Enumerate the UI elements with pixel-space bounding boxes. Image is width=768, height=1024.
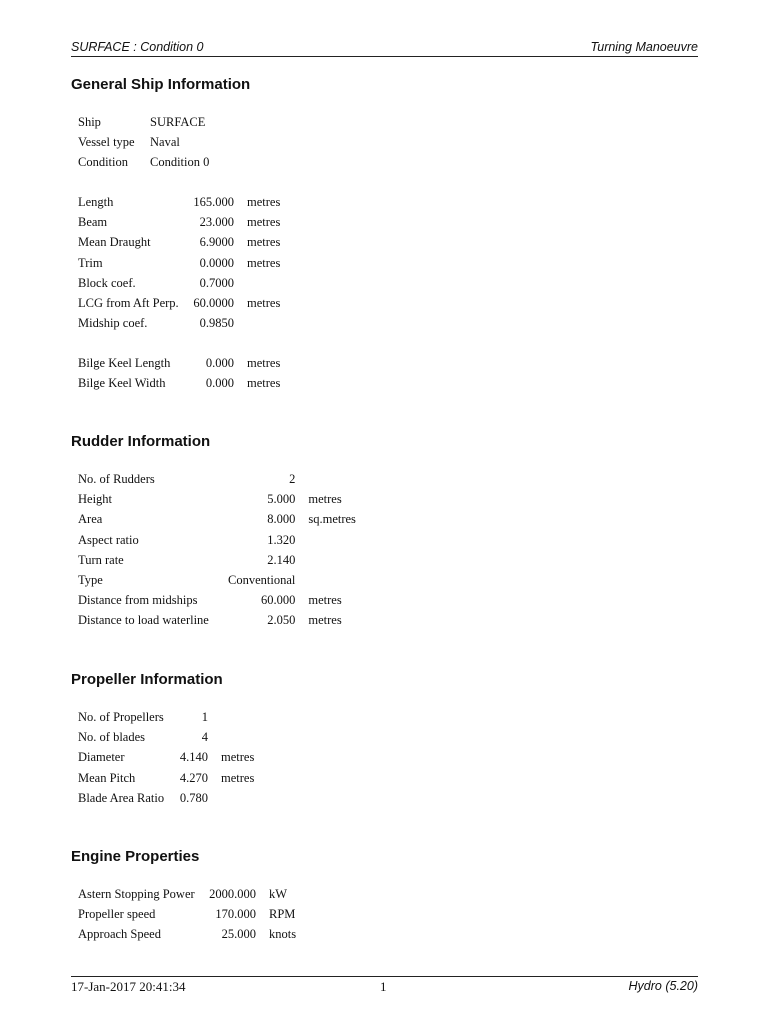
row-label: LCG from Aft Perp. xyxy=(78,296,179,311)
row-value: 2.140 xyxy=(267,552,296,567)
engine-table xyxy=(78,884,296,945)
row-label: Type xyxy=(78,573,103,588)
table-row xyxy=(78,747,254,767)
row-value: 2.050 xyxy=(267,613,296,628)
row-value: 4.140 xyxy=(179,750,208,765)
row-label: Distance from midships xyxy=(78,593,198,608)
page-header xyxy=(71,38,698,57)
row-unit xyxy=(295,550,356,570)
row-value: 6.9000 xyxy=(199,235,234,250)
row-unit: sq.metres xyxy=(308,512,356,527)
table-row xyxy=(78,132,209,152)
general-bilge-table xyxy=(78,353,280,393)
row-value: 8.000 xyxy=(267,512,296,527)
row-value: 1 xyxy=(201,710,208,724)
row-unit: metres xyxy=(247,195,281,209)
row-label: Diameter xyxy=(78,750,125,765)
row-label: No. of blades xyxy=(78,730,145,745)
row-value: 0.000 xyxy=(205,376,234,391)
general-identity-table xyxy=(78,112,209,173)
table-row xyxy=(78,884,296,904)
row-label: Aspect ratio xyxy=(78,532,139,547)
row-value: 4.270 xyxy=(179,770,208,785)
row-value: Naval xyxy=(150,135,180,150)
row-label: Midship coef. xyxy=(78,316,148,331)
row-label: Mean Draught xyxy=(78,235,151,250)
row-value: Conventional xyxy=(228,573,296,588)
row-value: 0.7000 xyxy=(199,275,234,290)
row-label: Beam xyxy=(78,215,108,230)
header-document-title: SURFACE : Condition 0 xyxy=(71,40,204,54)
page-footer xyxy=(71,976,698,997)
row-label: Vessel type xyxy=(78,135,135,150)
row-label: Bilge Keel Length xyxy=(78,356,171,370)
table-row xyxy=(78,313,280,333)
rudder-table xyxy=(78,469,356,631)
table-row xyxy=(78,509,356,529)
row-value: 25.000 xyxy=(221,927,256,942)
row-label: Area xyxy=(78,512,103,527)
table-row xyxy=(78,212,280,232)
table-row xyxy=(78,469,356,489)
row-label: Turn rate xyxy=(78,552,124,567)
table-row xyxy=(78,590,356,610)
row-unit xyxy=(208,707,254,727)
section-title-rudder: Rudder Information xyxy=(71,433,211,450)
section-title-engine: Engine Properties xyxy=(71,848,200,865)
row-value: 2 xyxy=(289,472,296,486)
row-label: Distance to load waterline xyxy=(78,613,209,628)
row-label: Height xyxy=(78,492,113,507)
row-unit: metres xyxy=(247,296,281,311)
table-row xyxy=(78,353,280,373)
row-unit xyxy=(234,273,280,293)
row-label: Approach Speed xyxy=(78,927,161,942)
table-row xyxy=(78,610,356,630)
row-value: 170.000 xyxy=(215,907,256,922)
row-value: 165.000 xyxy=(193,195,234,209)
row-value: 0.780 xyxy=(179,790,208,805)
table-row xyxy=(78,570,356,590)
footer-page-number: 1 xyxy=(380,979,387,994)
row-unit: metres xyxy=(247,356,281,370)
table-row xyxy=(78,489,356,509)
row-unit: kW xyxy=(269,887,288,901)
table-row xyxy=(78,373,280,393)
row-value: 0.000 xyxy=(205,356,234,370)
row-unit: metres xyxy=(221,770,255,785)
table-row xyxy=(78,273,280,293)
header-report-type: Turning Manoeuvre xyxy=(590,40,698,54)
row-value: Condition 0 xyxy=(150,155,210,170)
section-title-general: General Ship Information xyxy=(71,76,251,93)
row-value: 23.000 xyxy=(199,215,234,230)
row-label: Trim xyxy=(78,255,103,270)
table-row xyxy=(78,707,254,727)
row-unit xyxy=(295,530,356,550)
row-unit: metres xyxy=(308,492,342,507)
table-row xyxy=(78,192,280,212)
row-unit: metres xyxy=(247,215,281,230)
row-value: 4 xyxy=(201,730,208,745)
row-unit xyxy=(234,313,280,333)
table-row xyxy=(78,768,254,788)
table-row xyxy=(78,232,280,252)
row-value: 60.000 xyxy=(260,593,296,608)
general-dimensions-table xyxy=(78,192,280,333)
row-unit: metres xyxy=(308,593,342,608)
table-row xyxy=(78,152,209,172)
row-label: Astern Stopping Power xyxy=(78,887,195,901)
footer-timestamp: 17-Jan-2017 20:41:34 xyxy=(71,979,186,994)
table-row xyxy=(78,550,356,570)
row-label: Condition xyxy=(78,155,129,170)
row-value: SURFACE xyxy=(150,115,206,129)
table-row xyxy=(78,727,254,747)
row-unit xyxy=(208,788,254,808)
row-label: Block coef. xyxy=(78,275,136,290)
row-label: Ship xyxy=(78,115,101,129)
row-value: 2000.000 xyxy=(209,887,256,901)
row-unit: knots xyxy=(269,927,297,942)
table-row xyxy=(78,293,280,313)
row-unit xyxy=(295,469,356,489)
row-label: Bilge Keel Width xyxy=(78,376,166,391)
propeller-table xyxy=(78,707,254,808)
table-row xyxy=(78,112,209,132)
table-row xyxy=(78,253,280,273)
table-row xyxy=(78,530,356,550)
section-title-propeller: Propeller Information xyxy=(71,671,223,688)
row-label: Mean Pitch xyxy=(78,770,136,785)
table-row xyxy=(78,788,254,808)
row-value: 60.0000 xyxy=(193,296,234,311)
row-unit: metres xyxy=(247,376,281,391)
row-unit: metres xyxy=(247,235,281,250)
row-unit xyxy=(295,570,356,590)
row-unit xyxy=(208,727,254,747)
row-unit: metres xyxy=(221,750,255,765)
footer-software-version: Hydro (5.20) xyxy=(628,979,698,993)
row-unit: metres xyxy=(308,613,342,628)
row-value: 1.320 xyxy=(267,532,296,547)
row-value: 0.9850 xyxy=(199,316,234,331)
row-unit: metres xyxy=(247,255,281,270)
row-label: Blade Area Ratio xyxy=(78,790,165,805)
row-label: Propeller speed xyxy=(78,907,156,922)
row-label: No. of Rudders xyxy=(78,472,155,486)
table-row xyxy=(78,924,296,944)
row-label: No. of Propellers xyxy=(78,710,164,724)
table-row xyxy=(78,904,296,924)
row-label: Length xyxy=(78,195,114,209)
row-value: 5.000 xyxy=(267,492,296,507)
row-value: 0.0000 xyxy=(199,255,234,270)
row-unit: RPM xyxy=(269,907,296,922)
